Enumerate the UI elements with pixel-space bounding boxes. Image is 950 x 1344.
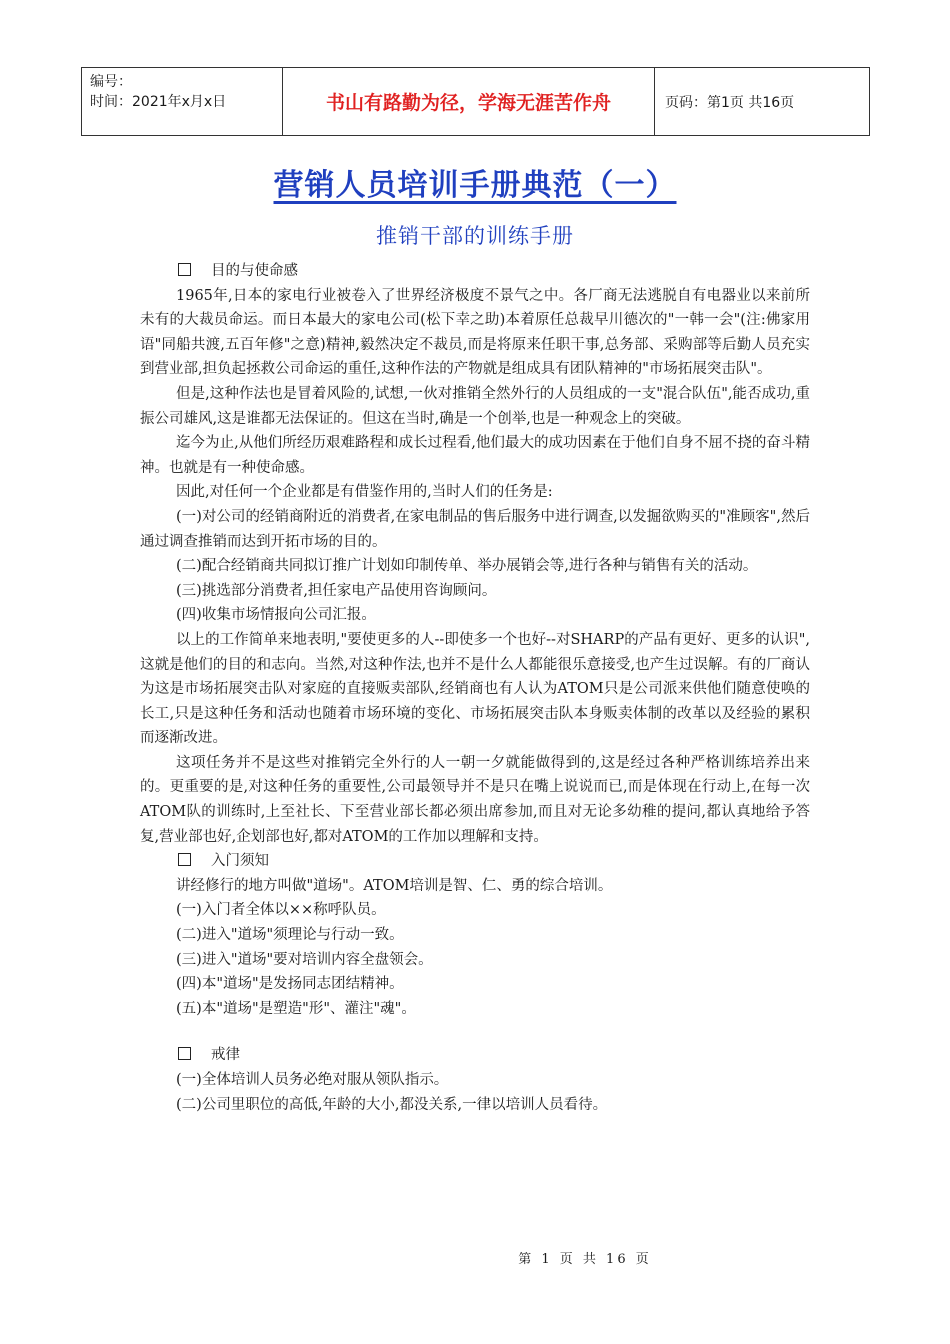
list-item: (一)全体培训人员务必绝对服从领队指示。 [176,1072,449,1088]
document-title-wrap [0,160,950,204]
checkbox-square-icon [178,853,191,866]
page-footer: 第 1 页 共 16 页 [518,1252,652,1267]
paragraph: 因此,对任何一个企业都是有借鉴作用的,当时人们的任务是: [176,484,553,501]
section-heading-purpose: 目的与使命感 [140,259,810,284]
paragraph: 1965年,日本的家电行业被卷入了世界经济极度不景气之中。各厂商无法逃脱自有电器业以来前所未有的大裁员命运。而日本最大的家电公司(松下幸之助)本着原任总裁早川德次的"一韩一会"(注:佛家用语"同船共渡,五百年修"之意)精神,毅然决定不裁员,而是将原来任职干事,总务部、采购部等后勤人员充实到营业部,担负起拯救公司命运的重任,这种作法的产物就是组成具有团队精神的"市场拓展突击队"。 [140,287,810,378]
list-item: (一)对公司的经销商附近的消费者,在家电制品的售后服务中进行调查,以发掘欲购买的"准顾客",然后通过调查推销而达到开拓市场的目的。 [140,508,810,550]
list-item: 讲经修行的地方叫做"道场"。ATOM培训是智、仁、勇的综合培训。 [176,877,613,894]
section-heading-entry: 入门须知 [140,849,810,874]
list-item: (四)收集市场情报向公司汇报。 [176,607,376,624]
header-page-info: 页码：第1页 共16页 [665,94,795,111]
checkbox-square-icon [178,263,191,276]
paragraph: 迄今为止,从他们所经历艰难路程和成长过程看,他们最大的成功因素在于他们自身不屈不挠的奋斗精神。也就是有一种使命感。 [140,435,810,476]
list-item: (三)挑选部分消费者,担任家电产品使用咨询顾问。 [176,582,497,599]
document-body [140,259,810,1117]
list-item: (二)公司里职位的高低,年龄的大小,都没关系,一律以培训人员看待。 [176,1096,608,1113]
list-item: (二)配合经销商共同拟订推广计划如印制传单、举办展销会等,进行各种与销售有关的活动。 [176,558,758,575]
header-table [81,67,870,136]
paragraph: 但是,这种作法也是冒着风险的,试想,一伙对推销全然外行的人员组成的一支"混合队伍",能否成功,重振公司雄风,这是谁都无法保证的。但这在当时,确是一个创举,也是一种观念上的突破。 [140,385,810,427]
time-label: 时间：2021年x月x日 [90,94,227,110]
list-item: (三)进入"道场"要对培训内容全盘领会。 [176,951,433,968]
section-heading-discipline: 戒律 [140,1043,810,1068]
serial-label: 编号： [90,74,132,90]
paragraph: 这项任务并不是这些对推销完全外行的人一朝一夕就能做得到的,这是经过各种严格训练培养出来的。更重要的是,对这种任务的重要性,公司最领导并不是只在嘴上说说而已,而是体现在行动上,在每一次ATOM队的训练时,上至社长、下至营业部长都必须出席参加,而且对无论多幼稚的提问,都认真地给予答复,营业部也好,企划部也好,都对ATOM的工作加以理解和支持。 [140,754,810,845]
document-subtitle: 推销干部的训练手册 [376,224,574,248]
list-item: (五)本"道场"是塑造"形"、灌注"魂"。 [176,1000,416,1017]
spacer [140,1021,810,1043]
paragraph: 以上的工作简单来地表明,"要使更多的人--即使多一个也好--对SHARP的产品有更好、更多的认识",这就是他们的目的和志向。当然,对这种作法,也并不是什么人都能很乐意接受,也产生过误解。有的厂商认为这是市场拓展突击队对家庭的直接贩卖部队,经销商也有人认为ATOM只是公司派来供他们随意使唤的长工,只是这种任务和活动也随着市场环境的变化、市场拓展突击队本身贩卖体制的改革以及经验的累积而逐渐改进。 [140,631,810,747]
header-motto: 书山有路勤为径，学海无涯苦作舟 [283,68,655,135]
header-meta-cell [82,68,283,135]
document-title: 营销人员培训手册典范（一） [273,168,677,203]
list-item: (四)本"道场"是发扬同志团结精神。 [176,976,404,993]
list-item: (二)进入"道场"须理论与行动一致。 [176,927,404,944]
list-item: (一)入门者全体以××称呼队员。 [176,902,386,919]
checkbox-square-icon [178,1047,191,1060]
